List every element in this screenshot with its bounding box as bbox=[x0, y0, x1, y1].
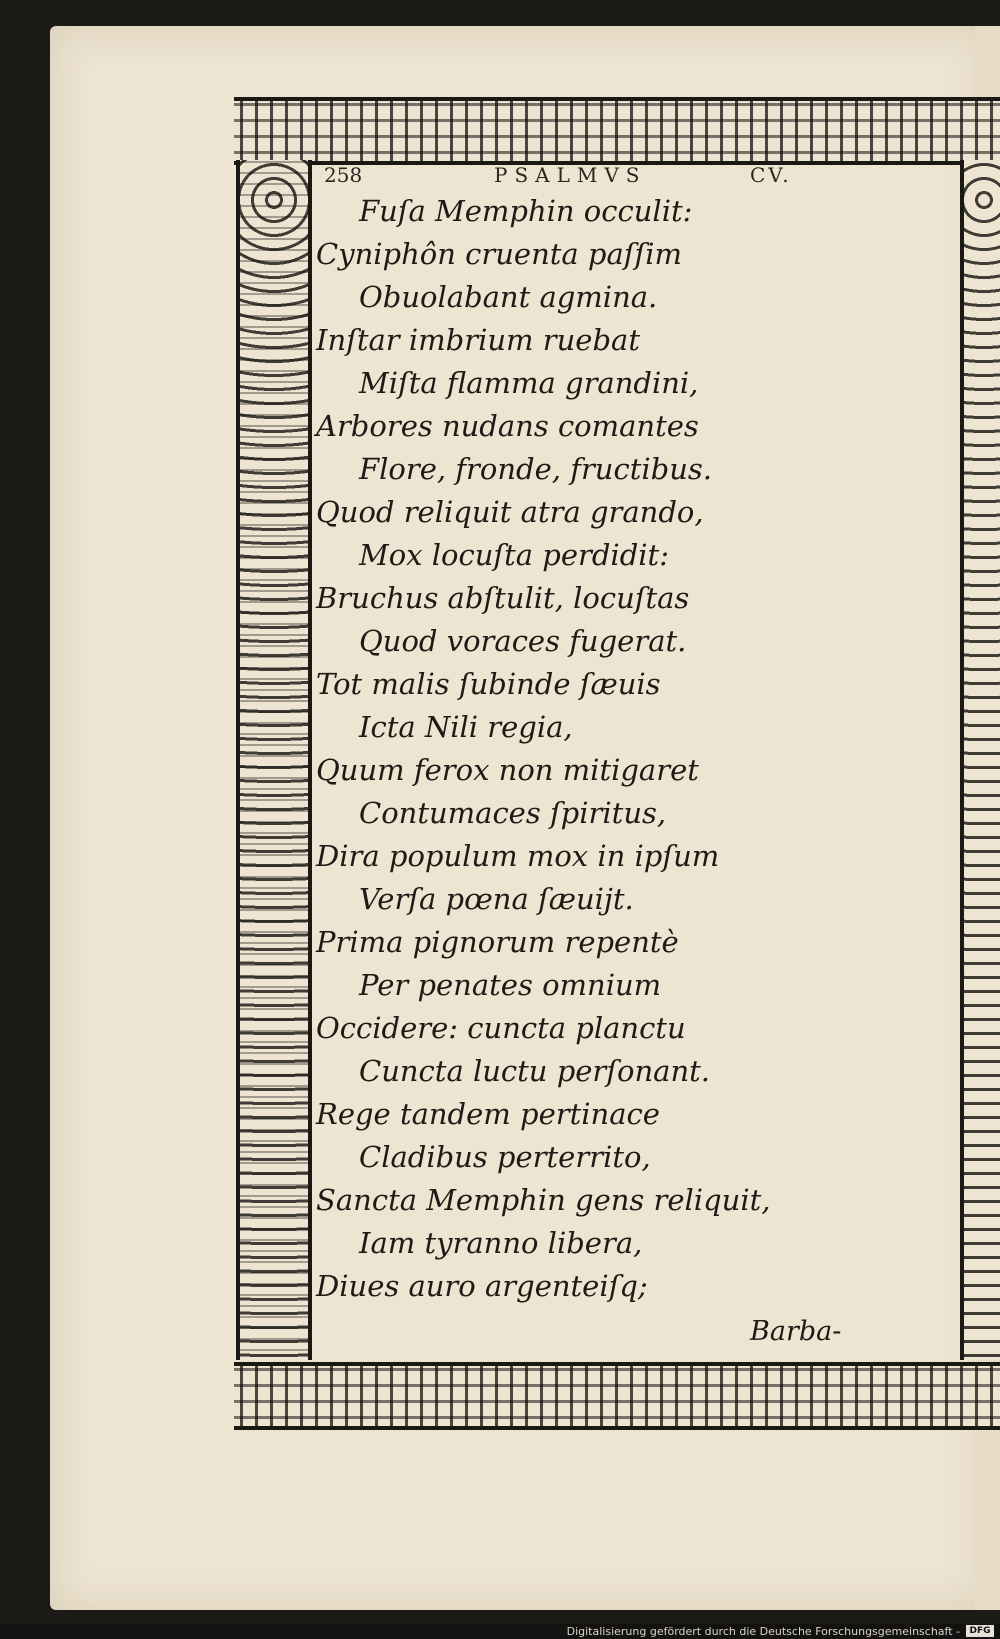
ornamental-border-top bbox=[234, 97, 1000, 165]
verse-line: Icta Nili regia, bbox=[359, 710, 573, 744]
verse-line: Cyniphôn cruenta paſſim bbox=[316, 237, 682, 271]
running-header bbox=[324, 163, 960, 191]
verse-line: Cuncta luctu perſonant. bbox=[359, 1054, 710, 1088]
verse-line: Occidere: cuncta planctu bbox=[316, 1011, 686, 1045]
ornamental-border-left bbox=[236, 160, 312, 1360]
verse-line: Inſtar imbrium ruebat bbox=[316, 323, 640, 357]
verse-text-block bbox=[316, 190, 956, 1308]
page-number: 258 bbox=[324, 163, 363, 187]
digitization-footer bbox=[0, 1624, 1000, 1639]
verse-line: Verſa pœna ſæuijt. bbox=[359, 882, 634, 916]
verse-line: Bruchus abſtulit, locuſtas bbox=[316, 581, 690, 615]
verse-line: Per penates omnium bbox=[359, 968, 662, 1002]
verse-line: Arbores nudans comantes bbox=[316, 409, 699, 443]
catchword: Barba- bbox=[750, 1316, 842, 1347]
verse-line: Mox locuſta perdidit: bbox=[359, 538, 669, 572]
verse-line: Dira populum mox in ipſum bbox=[316, 839, 720, 873]
verse-line: Quod reliquit atra grando, bbox=[316, 495, 704, 529]
verse-line: Fuſa Memphin occulit: bbox=[359, 194, 693, 228]
funding-note: Digitalisierung gefördert durch die Deutsche Forschungsgemeinschaft - bbox=[566, 1625, 960, 1638]
verse-line: Prima pignorum repentè bbox=[316, 925, 679, 959]
ornamental-border-right bbox=[960, 160, 1000, 1360]
verse-line: Quum ferox non mitigaret bbox=[316, 753, 699, 787]
verse-line: Quod voraces fugerat. bbox=[359, 624, 687, 658]
verse-line: Miſta flamma grandini, bbox=[359, 366, 699, 400]
running-title: PSALMVS bbox=[494, 163, 647, 187]
verse-line: Flore, fronde, fructibus. bbox=[359, 452, 712, 486]
dfg-logo: DFG bbox=[966, 1625, 994, 1637]
verse-line: Obuolabant agmina. bbox=[359, 280, 658, 314]
verse-line: Rege tandem pertinace bbox=[316, 1097, 660, 1131]
verse-line: Cladibus perterrito, bbox=[359, 1140, 651, 1174]
verse-line: Iam tyranno libera, bbox=[359, 1226, 643, 1260]
verse-line: Tot malis ſubinde ſæuis bbox=[316, 667, 661, 701]
verse-line: Contumaces ſpiritus, bbox=[359, 796, 667, 830]
verse-line: Diues auro argenteiſq; bbox=[316, 1269, 648, 1303]
chapter-number: CV. bbox=[750, 163, 792, 187]
verse-line: Sancta Memphin gens reliquit, bbox=[316, 1183, 771, 1217]
ornamental-border-bottom bbox=[234, 1362, 1000, 1430]
